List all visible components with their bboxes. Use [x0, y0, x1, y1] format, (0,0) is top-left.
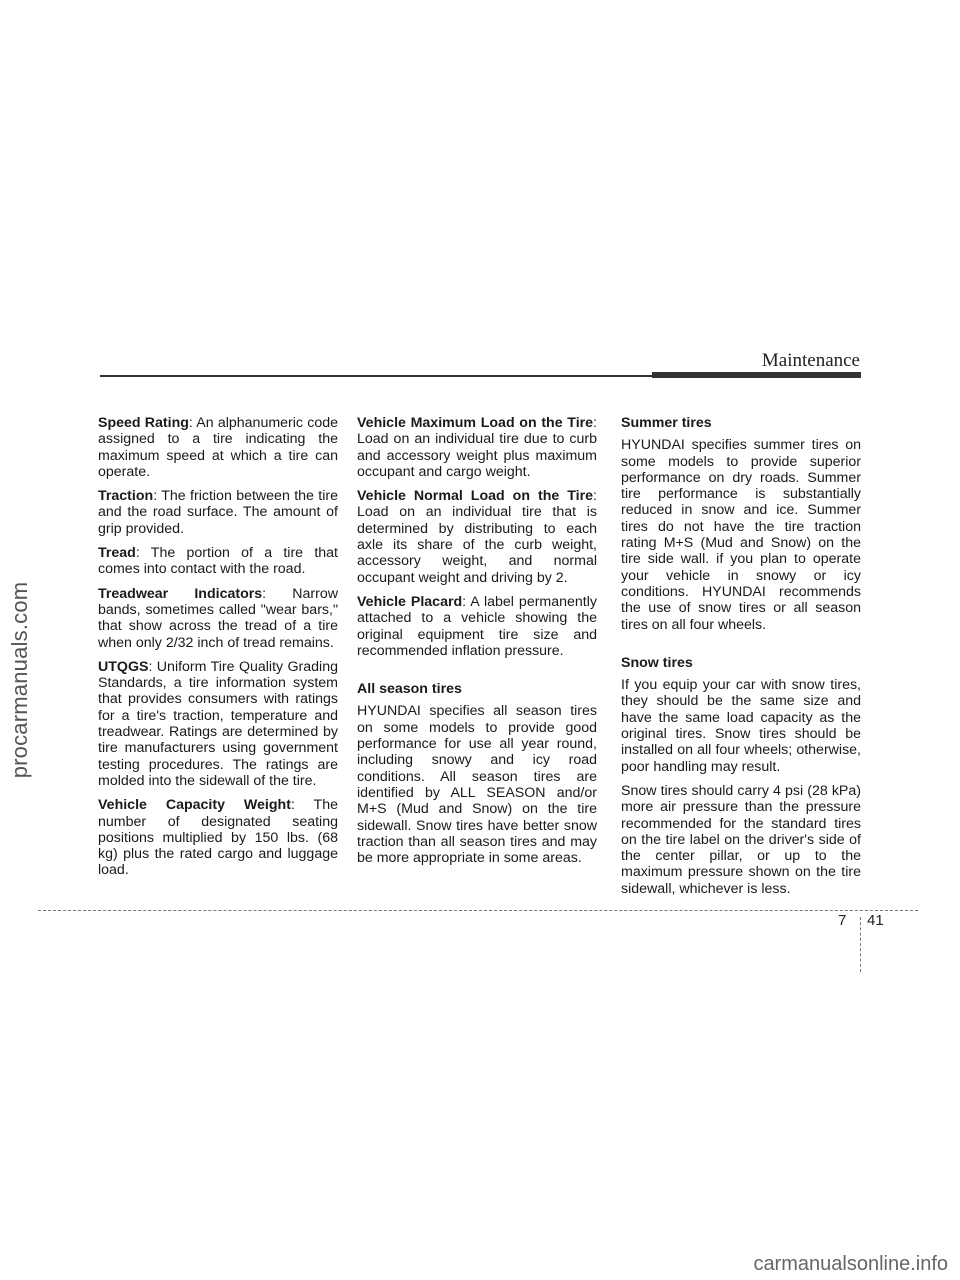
definition-capacity-weight [98, 797, 338, 878]
paragraph-all-season: HYUNDAI specifies all season tires on some models to provide good performance for use all year round, including snowy and icy road conditions. All season tires are identified by ALL SEASON and/or M+S (Mud and Snow) on the tire sidewall. Snow tires have better snow traction than all season tires and may be more appropriate in some areas. [357, 703, 597, 867]
term: UTQGS [98, 658, 149, 675]
definition: : Load on an individual tire that is determined by distributing to each axle its share of the curb weight, accessory weight, and normal occupant weight and driving by 2. [357, 488, 597, 586]
definition-utqgs [98, 659, 338, 789]
definition: : Uniform Tire Quality Grading Standards, a tire information system that provides consumers with ratings for a tire's traction, temperature and treadwear. Ratings are determined by tire manufacturers using government testing procedures. The ratings are molded into the sidewall of the tire. [98, 658, 338, 789]
term: Treadwear Indicators [98, 585, 263, 602]
term: Vehicle Maximum Load on the Tire [357, 415, 594, 431]
term: Tread [98, 545, 136, 562]
definition: : Load on an individual tire due to curb and accessory weight plus maximum occupant and cargo weight. [357, 415, 597, 480]
paragraph-snow-1: If you equip your car with snow tires, they should be the same size and have the same load capacity as the original tires. Snow tires should be installed on all four wheels; otherwise, poor handling may result. [621, 677, 861, 775]
term: Vehicle Normal Load on the Tire [357, 488, 594, 505]
footer-vertical-dashed-rule [860, 917, 861, 972]
definition: : The portion of a tire that comes into contact with the road. [98, 545, 338, 578]
page-number: 41 [867, 912, 884, 929]
column-1 [98, 415, 338, 887]
definition: : An alphanumeric code assigned to a tire indicating the maximum speed at which a tire can operate. [98, 415, 338, 480]
section-title: Maintenance [761, 350, 860, 371]
term: Speed Rating [98, 415, 189, 431]
heading-summer: Summer tires [621, 415, 712, 431]
definition-speed-rating [98, 415, 338, 480]
header-bar [652, 372, 861, 378]
paragraph-snow-2: Snow tires should carry 4 psi (28 kPa) more air pressure than the pressure recommended for the standard tires on the tire label on the driver's side of the center pillar, or up to the maximum pressure shown on the tire sidewall, whichever is less. [621, 782, 861, 897]
definition: : Narrow bands, sometimes called "wear bars," that show across the tread of a tire when only 2/32 inch of tread remains. [98, 585, 339, 651]
column-3 [621, 415, 861, 905]
definition: : The friction between the tire and the road surface. The amount of grip provided. [98, 488, 338, 537]
definition-placard [357, 594, 597, 659]
heading-all-season: All season tires [357, 681, 462, 698]
side-watermark [0, 520, 40, 840]
watermark-text: procarmanuals.com [7, 581, 32, 779]
definition-max-load [357, 415, 597, 480]
definition-normal-load [357, 488, 597, 586]
term: Vehicle Placard [357, 593, 463, 610]
heading-snow: Snow tires [621, 654, 693, 671]
header-rule [100, 375, 652, 377]
footer-dashed-rule [38, 910, 918, 911]
term: Traction [98, 488, 154, 505]
paragraph-summer: HYUNDAI specifies summer tires on some models to provide superior performance on dry roads. Summer tire performance is substantially reduced in snow and ice. Summer tires do not have the tire traction rating M+S (Mud and Snow) on the tire side wall. if you plan to operate your vehicle in snowy or icy conditions. HYUNDAI recommends the use of snow tires or all season tires on all four wheels. [621, 437, 861, 633]
definition-tread [98, 545, 338, 578]
term: Vehicle Capacity Weight [98, 797, 291, 814]
definition: : A label permanently attached to a vehicle showing the original equipment tire size and recommended inflation pressure. [357, 593, 597, 659]
chapter-number: 7 [838, 912, 847, 929]
column-2 [357, 415, 597, 874]
definition-traction [98, 488, 338, 537]
definition-treadwear [98, 586, 338, 651]
definition: : The number of designated seating positions multiplied by 150 lbs. (68 kg) plus the rated cargo and luggage load. [98, 797, 339, 879]
footer-site-watermark: carmanualsonline.info [753, 1253, 948, 1275]
